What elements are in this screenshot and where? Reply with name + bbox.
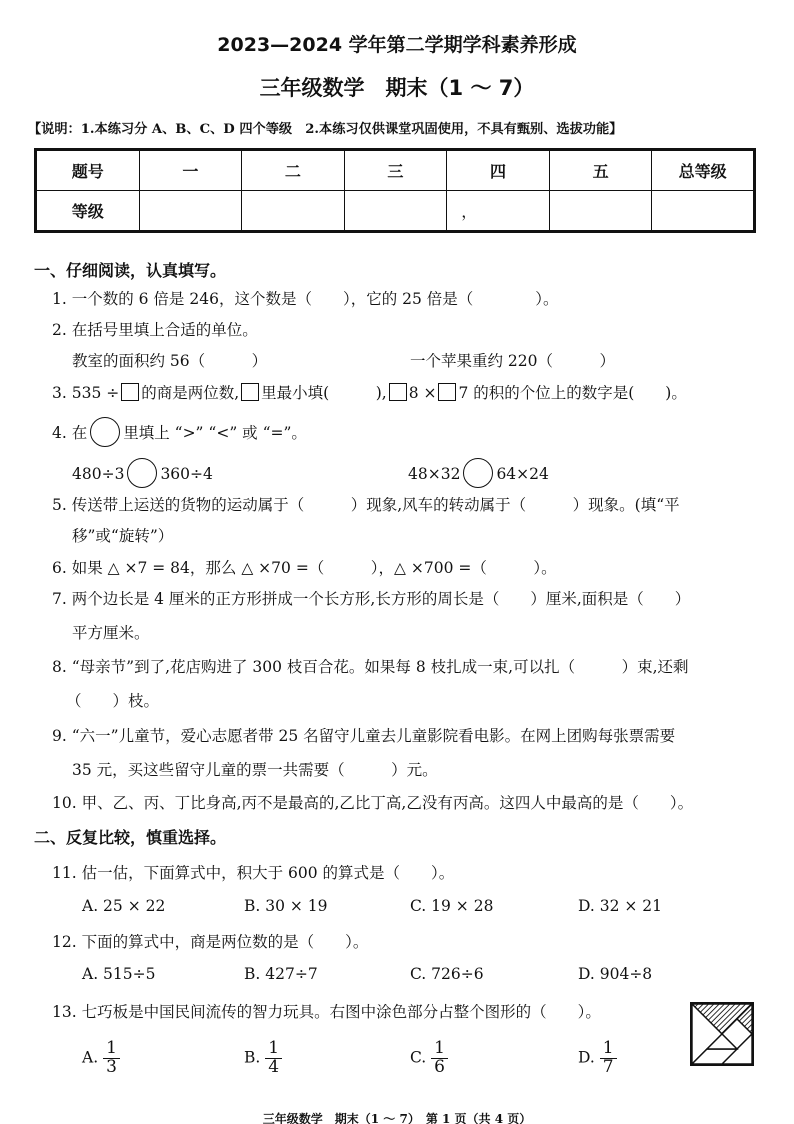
fraction (600, 1040, 617, 1077)
grade-table-score-row (36, 191, 755, 232)
question-7: 7. 两个边长是 4 厘米的正方形拼成一个长方形,长方形的周长是（ ）厘米,面积是（ ） (52, 590, 691, 608)
grade-cell: 等级 (36, 191, 140, 232)
option-letter: C. (410, 1048, 427, 1067)
question-3 (52, 381, 687, 403)
q3-part: 的商是两位数, (141, 384, 240, 402)
question-5: 5. 传送带上运送的货物的运动属于（ ）现象,风车的转动属于（ ）现象。(填“平 (52, 496, 680, 514)
option-d[interactable]: D. 904÷8 (578, 965, 653, 983)
q4-part: 4. 在 (52, 424, 88, 442)
stray-mark: ， (461, 202, 478, 221)
section-heading: 一、仔细阅读，认真填写。 (34, 261, 227, 280)
blank-circle-icon[interactable] (463, 458, 493, 488)
grade-input-cell[interactable] (447, 191, 550, 232)
page-footer: 三年级数学 期末（1 ～ 7） 第 1 页（共 4 页） (262, 1112, 532, 1124)
option-c[interactable] (410, 1040, 448, 1077)
question-9: 9. “六一”儿童节，爱心志愿者带 25 名留守儿童去儿童影院看电影。在网上团购每张票需要 (52, 727, 676, 745)
option-b[interactable]: B. 427÷7 (244, 965, 318, 983)
q4-part: 里填上 “>” “<” 或 “=”。 (123, 424, 307, 442)
blank-square-icon (241, 383, 259, 401)
option-b[interactable] (244, 1040, 282, 1077)
grade-table (34, 148, 756, 233)
q3-part: 7 的积的个位上的数字是( )。 (458, 384, 687, 402)
grade-input-cell[interactable] (549, 191, 652, 232)
denominator: 7 (602, 1056, 614, 1077)
section-heading: 二、反复比较，慎重选择。 (34, 828, 227, 847)
option-letter: B. (244, 1048, 261, 1067)
blank-square-icon (121, 383, 139, 401)
exam-note: 【说明：1.本练习分 A、B、C、D 四个等级 2.本练习仅供课堂巩固使用，不具有甄别、选拔功能】 (28, 122, 623, 137)
question-4-compare-2 (408, 458, 549, 488)
option-letter: A. (82, 1048, 99, 1067)
tangram-figure (690, 1002, 754, 1066)
question-12: 12. 下面的算式中，商是两位数的是（ ）。 (52, 933, 369, 951)
q3-part: 3. 535 ÷ (52, 384, 120, 402)
grade-cell: 四 (447, 150, 550, 191)
grade-cell: 题号 (36, 150, 140, 191)
denominator: 4 (268, 1056, 280, 1077)
question-5-cont: 移”或“旋转”） (72, 527, 174, 545)
question-13: 13. 七巧板是中国民间流传的智力玩具。右图中涂色部分占整个图形的（ ）。 (52, 1003, 601, 1021)
q3-part: 8 × (408, 384, 437, 402)
option-b[interactable]: B. 30 × 19 (244, 897, 328, 915)
question-8-cont: （ ）枝。 (66, 692, 160, 710)
question-8: 8. “母亲节”到了,花店购进了 300 枝百合花。如果每 8 枝扎成一束,可以扎（ ）束,还剩 (52, 658, 689, 676)
option-d[interactable]: D. 32 × 21 (578, 897, 663, 915)
blank-circle-icon (90, 417, 120, 447)
exam-title: 2023—2024 学年第二学期学科素养形成 (217, 34, 577, 56)
q4-expr: 360÷4 (160, 465, 213, 483)
question-10: 10. 甲、乙、丙、丁比身高,丙不是最高的,乙比丁高,乙没有丙高。这四人中最高的是（ ）。 (52, 794, 694, 812)
numerator: 1 (103, 1040, 120, 1059)
option-c[interactable]: C. 726÷6 (410, 965, 484, 983)
grade-input-cell[interactable] (139, 191, 242, 232)
question-1: 1. 一个数的 6 倍是 246，这个数是（ ），它的 25 倍是（ ）。 (52, 290, 559, 308)
grade-cell: 一 (139, 150, 242, 191)
fraction (103, 1040, 120, 1077)
numerator: 1 (265, 1040, 282, 1059)
grade-cell: 总等级 (652, 150, 755, 191)
question-4-compare-1 (72, 458, 213, 488)
grade-input-cell[interactable] (242, 191, 345, 232)
question-7-cont: 平方厘米。 (72, 624, 150, 642)
grade-cell: 三 (344, 150, 447, 191)
q4-expr: 64×24 (496, 465, 549, 483)
numerator: 1 (600, 1040, 617, 1059)
blank-square-icon (389, 383, 407, 401)
grade-cell: 五 (549, 150, 652, 191)
q3-part: 里最小填( ), (261, 384, 387, 402)
question-4 (52, 417, 307, 447)
fraction (265, 1040, 282, 1077)
grade-table-header-row (36, 150, 755, 191)
option-d[interactable] (578, 1040, 617, 1077)
denominator: 3 (106, 1056, 117, 1077)
q4-expr: 48×32 (408, 465, 461, 483)
option-a[interactable]: A. 25 × 22 (82, 897, 166, 915)
question-11: 11. 估一估，下面算式中，积大于 600 的算式是（ ）。 (52, 864, 455, 882)
question-2b: 一个苹果重约 220（ ） (410, 352, 616, 370)
question-2: 2. 在括号里填上合适的单位。 (52, 321, 258, 339)
q4-expr: 480÷3 (72, 465, 125, 483)
option-a[interactable] (82, 1040, 120, 1077)
fraction (431, 1040, 448, 1077)
grade-cell: 二 (242, 150, 345, 191)
option-a[interactable]: A. 515÷5 (82, 965, 156, 983)
option-letter: D. (578, 1048, 595, 1067)
blank-square-icon (438, 383, 456, 401)
question-9-cont: 35 元，买这些留守儿童的票一共需要（ ）元。 (72, 761, 438, 779)
question-2a: 教室的面积约 56（ ） (72, 352, 268, 370)
denominator: 6 (434, 1056, 445, 1077)
grade-input-cell[interactable] (652, 191, 755, 232)
numerator: 1 (431, 1040, 448, 1059)
grade-input-cell[interactable] (344, 191, 447, 232)
blank-circle-icon[interactable] (127, 458, 157, 488)
question-6: 6. 如果 △ ×7 = 84，那么 △ ×70 =（ ），△ ×700 =（ ）。 (52, 559, 557, 577)
option-c[interactable]: C. 19 × 28 (410, 897, 494, 915)
exam-subtitle: 三年级数学 期末（1 ～ 7） (259, 76, 535, 100)
